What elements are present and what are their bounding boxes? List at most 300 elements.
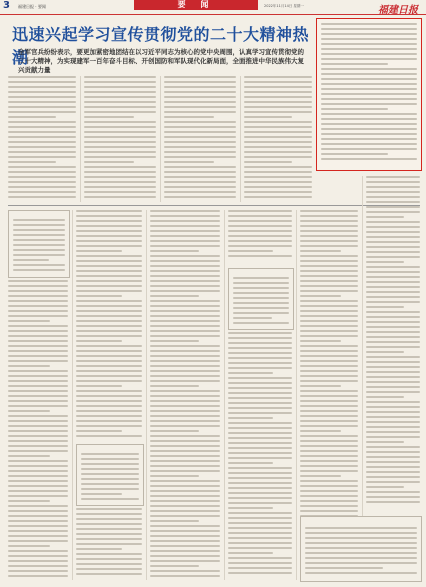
text-line (84, 146, 156, 148)
text-line (321, 23, 417, 25)
text-line (76, 290, 142, 292)
text-line (76, 435, 142, 437)
text-line (76, 270, 142, 272)
text-line (8, 505, 68, 507)
text-line (321, 53, 417, 55)
text-line (8, 121, 76, 123)
text-line (150, 210, 220, 212)
text-line (366, 206, 420, 208)
text-line (366, 196, 420, 198)
text-line (366, 296, 420, 298)
text-line (228, 537, 292, 539)
text-line (300, 360, 358, 362)
text-line (150, 250, 199, 252)
text-line (150, 550, 220, 552)
text-line (321, 98, 417, 100)
text-line (300, 300, 358, 302)
text-line (228, 442, 292, 444)
text-line (300, 435, 358, 437)
text-line (150, 500, 220, 502)
text-line (244, 116, 292, 118)
text-line (300, 235, 358, 237)
text-line (300, 270, 358, 272)
text-line (8, 106, 76, 108)
text-line (8, 440, 68, 442)
text-line (300, 290, 358, 292)
text-line (228, 512, 292, 514)
text-line (81, 488, 139, 490)
text-line (76, 330, 142, 332)
text-line (305, 527, 417, 529)
text-line (366, 286, 420, 288)
main-headline: 迅速兴起学习宣传贯彻党的二十大精神热潮 (12, 25, 310, 67)
text-line (8, 146, 76, 148)
text-line (150, 315, 220, 317)
text-line (8, 126, 76, 128)
text-line (164, 191, 236, 193)
text-line (8, 565, 68, 567)
article-column-7 (76, 508, 142, 580)
text-line (13, 249, 65, 251)
text-line (8, 490, 68, 492)
text-line (164, 121, 236, 123)
text-line (305, 557, 417, 559)
text-line (150, 490, 220, 492)
text-line (233, 317, 272, 319)
text-line (76, 230, 142, 232)
text-line (228, 467, 292, 469)
text-line (150, 455, 220, 457)
text-line (228, 507, 273, 509)
text-line (366, 486, 404, 488)
text-line (84, 166, 156, 168)
article-column-2 (84, 76, 156, 202)
text-line (76, 553, 142, 555)
text-line (300, 480, 358, 482)
text-line (8, 315, 68, 317)
text-line (76, 255, 142, 257)
text-line (228, 457, 292, 459)
text-line (244, 151, 312, 153)
text-line (8, 345, 68, 347)
text-line (305, 542, 417, 544)
text-line (8, 340, 68, 342)
text-line (321, 28, 417, 30)
text-line (8, 111, 76, 113)
issue-date: 2022年11月14日 星期一 (264, 4, 304, 8)
column-divider (160, 76, 161, 202)
text-line (300, 285, 358, 287)
text-line (300, 505, 358, 507)
text-line (300, 280, 358, 282)
text-line (76, 405, 142, 407)
text-line (150, 265, 220, 267)
text-line (164, 111, 236, 113)
text-line (228, 337, 292, 339)
text-line (300, 450, 358, 452)
text-line (13, 224, 65, 226)
commentary-box-4 (300, 516, 422, 582)
text-line (300, 340, 341, 342)
text-line (366, 316, 420, 318)
text-line (8, 86, 76, 88)
text-line (366, 301, 420, 303)
text-line (228, 392, 292, 394)
text-line (76, 225, 142, 227)
text-line (300, 470, 358, 472)
text-line (76, 320, 142, 322)
text-line (228, 437, 292, 439)
text-line (233, 292, 289, 294)
text-line (164, 181, 236, 183)
text-line (76, 528, 142, 530)
text-line (150, 300, 220, 302)
article-column-12 (366, 176, 420, 506)
text-line (300, 220, 358, 222)
text-line (300, 380, 358, 382)
text-line (228, 427, 292, 429)
text-line (366, 261, 404, 263)
text-line (300, 240, 358, 242)
text-line (164, 146, 236, 148)
text-line (300, 210, 358, 212)
text-line (81, 498, 139, 500)
text-line (366, 336, 420, 338)
text-line (366, 371, 420, 373)
text-line (366, 476, 420, 478)
text-line (300, 395, 358, 397)
column-divider (146, 210, 147, 580)
text-line (76, 300, 142, 302)
text-line (228, 347, 292, 349)
text-line (233, 297, 289, 299)
text-line (244, 136, 312, 138)
text-line (76, 410, 142, 412)
text-line (244, 196, 312, 198)
text-line (300, 355, 358, 357)
text-line (233, 287, 289, 289)
text-line (150, 335, 220, 337)
text-line (8, 101, 76, 103)
text-line (300, 445, 358, 447)
text-line (366, 411, 420, 413)
text-line (8, 335, 68, 337)
text-line (300, 230, 358, 232)
text-line (321, 113, 417, 115)
text-line (300, 405, 358, 407)
text-line (300, 475, 341, 477)
text-line (150, 245, 220, 247)
text-line (228, 422, 292, 424)
article-column-4 (244, 76, 312, 202)
text-line (8, 91, 76, 93)
text-line (228, 492, 292, 494)
article-column-9 (228, 210, 292, 264)
section-name: 福建日报 · 要闻 (18, 4, 46, 9)
text-line (164, 156, 236, 158)
sub-headline: 全军官兵纷纷表示，要更加紧密地团结在以习近平同志为核心的党中央周围，认真学习宣传贯彻党的二十大精神，为实现建军一百年奋斗目标、开创国防和军队现代化新局面，全面推进中华民族伟大复兴贡献力量 (18, 48, 304, 74)
text-line (228, 447, 292, 449)
article-column-3 (164, 76, 236, 202)
text-line (228, 357, 292, 359)
text-line (76, 345, 142, 347)
text-line (228, 497, 292, 499)
text-line (366, 221, 420, 223)
text-line (8, 365, 50, 367)
text-line (244, 101, 312, 103)
text-line (300, 275, 358, 277)
text-line (366, 366, 420, 368)
text-line (150, 470, 220, 472)
text-line (76, 275, 142, 277)
text-line (164, 76, 236, 78)
text-line (13, 254, 65, 256)
text-line (13, 234, 65, 236)
text-line (76, 305, 142, 307)
text-line (8, 355, 68, 357)
text-line (366, 441, 404, 443)
text-line (76, 315, 142, 317)
text-line (366, 401, 420, 403)
text-line (366, 431, 420, 433)
text-line (321, 63, 388, 65)
text-line (8, 96, 76, 98)
newspaper-logo: 福建日报 (378, 5, 418, 16)
text-line (366, 321, 420, 323)
text-line (228, 462, 273, 464)
text-line (366, 291, 420, 293)
text-line (164, 161, 214, 163)
text-line (8, 550, 68, 552)
text-line (300, 225, 358, 227)
text-line (76, 310, 142, 312)
text-line (8, 166, 76, 168)
text-line (150, 575, 220, 577)
text-line (305, 562, 417, 564)
text-line (8, 535, 68, 537)
text-line (84, 161, 134, 163)
text-line (150, 330, 220, 332)
text-line (321, 33, 417, 35)
text-line (81, 458, 139, 460)
text-line (300, 460, 358, 462)
text-line (150, 280, 220, 282)
text-line (366, 406, 420, 408)
text-line (81, 468, 139, 470)
text-line (76, 425, 142, 427)
text-line (233, 282, 289, 284)
text-line (76, 513, 142, 515)
text-line (150, 355, 220, 357)
text-line (76, 558, 142, 560)
text-line (228, 517, 292, 519)
text-line (8, 435, 68, 437)
text-line (76, 365, 142, 367)
text-line (300, 400, 358, 402)
text-line (228, 397, 292, 399)
text-line (366, 446, 420, 448)
text-line (8, 295, 68, 297)
text-line (321, 103, 417, 105)
text-line (164, 91, 236, 93)
text-line (300, 510, 358, 512)
text-line (84, 116, 134, 118)
text-line (150, 255, 220, 257)
text-line (8, 445, 68, 447)
text-line (366, 341, 420, 343)
text-line (164, 81, 236, 83)
text-line (164, 131, 236, 133)
text-line (8, 375, 68, 377)
text-line (8, 141, 76, 143)
text-line (244, 146, 312, 148)
text-line (228, 532, 292, 534)
text-line (76, 563, 142, 565)
text-line (244, 191, 312, 193)
text-line (366, 491, 420, 493)
text-line (84, 186, 156, 188)
text-line (300, 320, 358, 322)
text-line (321, 118, 417, 120)
text-line (366, 381, 420, 383)
text-line (244, 161, 292, 163)
text-line (305, 552, 417, 554)
text-line (150, 380, 220, 382)
text-line (366, 416, 420, 418)
text-line (164, 101, 236, 103)
text-line (76, 395, 142, 397)
text-line (366, 396, 404, 398)
text-line (8, 156, 76, 158)
text-line (305, 532, 417, 534)
text-line (366, 271, 420, 273)
text-line (76, 573, 142, 575)
text-line (228, 387, 292, 389)
text-line (300, 425, 358, 427)
text-line (8, 280, 68, 282)
text-line (150, 310, 220, 312)
text-line (150, 485, 220, 487)
text-line (150, 410, 220, 412)
text-line (76, 533, 142, 535)
text-line (150, 565, 199, 567)
text-line (300, 440, 358, 442)
text-line (228, 245, 292, 247)
text-line (366, 246, 420, 248)
text-line (84, 111, 156, 113)
text-line (300, 245, 358, 247)
text-line (76, 380, 142, 382)
text-line (76, 350, 142, 352)
text-line (366, 376, 420, 378)
text-line (300, 215, 358, 217)
text-line (76, 260, 142, 262)
text-line (366, 201, 420, 203)
text-line (76, 415, 142, 417)
text-line (228, 250, 273, 252)
text-line (321, 58, 417, 60)
text-line (8, 540, 68, 542)
text-line (228, 382, 292, 384)
text-line (244, 86, 312, 88)
text-line (8, 385, 68, 387)
text-line (228, 477, 292, 479)
text-line (13, 229, 65, 231)
text-line (150, 540, 220, 542)
text-line (150, 225, 220, 227)
text-line (228, 552, 273, 554)
text-line (300, 415, 358, 417)
text-line (164, 136, 236, 138)
text-line (150, 520, 199, 522)
text-line (321, 153, 388, 155)
text-line (244, 76, 312, 78)
text-line (244, 166, 312, 168)
text-line (366, 216, 404, 218)
text-line (300, 370, 358, 372)
text-line (150, 435, 220, 437)
text-line (300, 490, 358, 492)
text-line (8, 485, 68, 487)
text-line (8, 320, 50, 322)
text-line (150, 220, 220, 222)
text-line (300, 495, 358, 497)
text-line (76, 325, 142, 327)
text-line (81, 463, 139, 465)
text-line (366, 241, 420, 243)
text-line (8, 410, 50, 412)
text-line (300, 250, 341, 252)
text-line (233, 307, 289, 309)
text-line (8, 350, 68, 352)
text-line (164, 126, 236, 128)
text-line (76, 518, 142, 520)
text-line (300, 500, 358, 502)
text-line (244, 106, 312, 108)
text-line (366, 361, 420, 363)
text-line (84, 191, 156, 193)
text-line (366, 451, 420, 453)
text-line (305, 547, 417, 549)
text-line (84, 156, 156, 158)
text-line (8, 475, 68, 477)
text-line (76, 250, 122, 252)
text-line (164, 116, 214, 118)
text-line (233, 312, 289, 314)
text-line (228, 412, 292, 414)
text-line (321, 158, 417, 160)
text-line (228, 407, 292, 409)
text-line (228, 377, 292, 379)
text-line (366, 231, 420, 233)
text-line (300, 455, 358, 457)
text-line (321, 83, 417, 85)
text-line (13, 269, 65, 271)
text-line (76, 375, 142, 377)
text-line (76, 285, 142, 287)
text-line (76, 568, 142, 570)
text-line (300, 260, 358, 262)
text-line (244, 126, 312, 128)
text-line (228, 502, 292, 504)
text-line (150, 365, 220, 367)
text-line (84, 91, 156, 93)
text-line (13, 259, 49, 261)
text-line (244, 91, 312, 93)
text-line (164, 151, 236, 153)
text-line (244, 181, 312, 183)
text-line (228, 255, 292, 257)
